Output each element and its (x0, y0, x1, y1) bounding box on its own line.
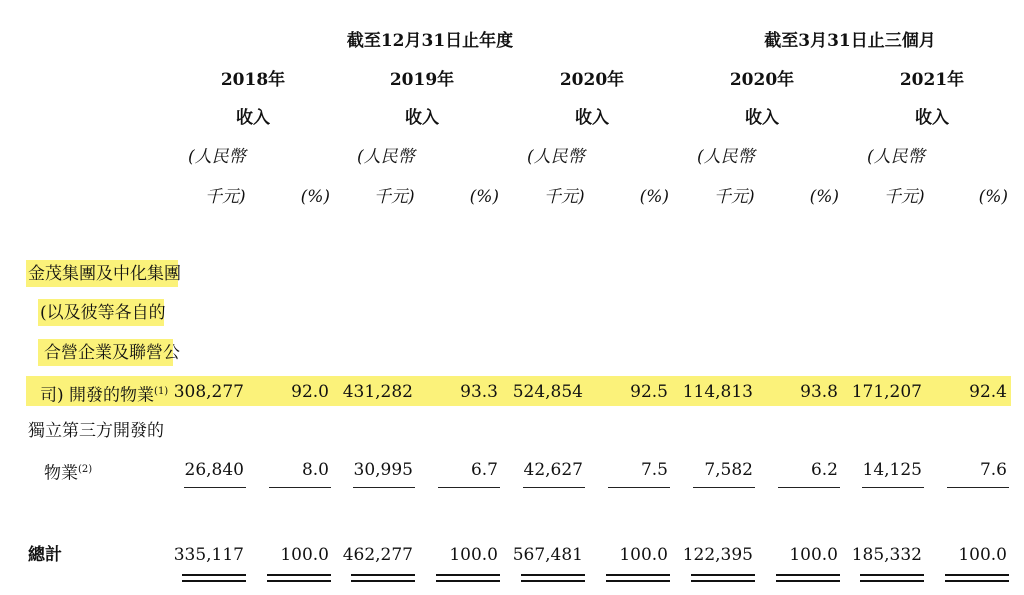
cell-percent-third-party: 7.6 (979, 460, 1007, 480)
cell-percent-jinmao: 92.0 (291, 382, 329, 402)
total-double-rule (691, 574, 755, 582)
cell-amount-third-party: 7,582 (704, 460, 753, 480)
column-percent: (%) (469, 187, 499, 207)
subtotal-rule (947, 487, 1009, 488)
subtotal-rule (523, 487, 585, 488)
column-unit-line-2: 千元) (884, 187, 925, 207)
cell-percent-third-party: 8.0 (301, 460, 329, 480)
column-year: 2019年 (389, 70, 455, 90)
column-year: 2018年 (220, 70, 286, 90)
cell-percent-total: 100.0 (449, 545, 498, 565)
column-unit-line-1: (人民幣 (188, 147, 246, 167)
column-percent: (%) (978, 187, 1008, 207)
total-double-rule (945, 574, 1009, 582)
cell-percent-jinmao: 92.5 (630, 382, 668, 402)
cell-amount-jinmao: 114,813 (682, 382, 753, 402)
cell-percent-jinmao: 93.3 (460, 382, 498, 402)
cell-percent-total: 100.0 (619, 545, 668, 565)
cell-amount-total: 185,332 (851, 545, 922, 565)
cell-amount-total: 122,395 (682, 545, 753, 565)
column-unit-line-2: 千元) (374, 187, 415, 207)
cell-amount-total: 462,277 (342, 545, 413, 565)
column-income: 收入 (915, 108, 949, 128)
column-unit-line-1: (人民幣 (527, 147, 585, 167)
group-header-year: 截至12月31日止年度 (346, 31, 514, 51)
cell-amount-jinmao: 524,854 (512, 382, 583, 402)
footnote-marker: (1) (154, 386, 169, 397)
row-label-jinmao-line-3: 合營企業及聯營公 (44, 343, 180, 363)
column-year: 2021年 (899, 70, 965, 90)
cell-amount-third-party: 26,840 (184, 460, 244, 480)
group-header-quarter: 截至3月31日止三個月 (764, 31, 936, 51)
subtotal-rule (269, 487, 331, 488)
column-percent: (%) (639, 187, 669, 207)
row-label-third-party-line-1: 獨立第三方開發的 (28, 421, 164, 441)
cell-amount-total: 335,117 (173, 545, 244, 565)
subtotal-rule (608, 487, 670, 488)
column-income: 收入 (405, 108, 439, 128)
cell-percent-third-party: 7.5 (640, 460, 668, 480)
row-label-jinmao-text: 司) 開發的物業 (40, 385, 155, 406)
cell-amount-jinmao: 308,277 (173, 382, 244, 402)
cell-percent-total: 100.0 (789, 545, 838, 565)
total-double-rule (606, 574, 670, 582)
row-label-jinmao-line-2: (以及彼等各自的 (40, 303, 166, 323)
cell-amount-third-party: 30,995 (353, 460, 413, 480)
row-label-total: 總計 (28, 545, 62, 565)
total-double-rule (267, 574, 331, 582)
cell-percent-jinmao: 93.8 (800, 382, 838, 402)
subtotal-rule (184, 487, 246, 488)
total-double-rule (351, 574, 415, 582)
cell-percent-total: 100.0 (958, 545, 1007, 565)
cell-percent-total: 100.0 (280, 545, 329, 565)
column-unit-line-2: 千元) (544, 187, 585, 207)
column-unit-line-1: (人民幣 (697, 147, 755, 167)
total-double-rule (776, 574, 840, 582)
column-unit-line-1: (人民幣 (867, 147, 925, 167)
cell-amount-jinmao: 171,207 (851, 382, 922, 402)
cell-percent-jinmao: 92.4 (969, 382, 1007, 402)
column-percent: (%) (809, 187, 839, 207)
column-year: 2020年 (729, 70, 795, 90)
column-unit-line-2: 千元) (714, 187, 755, 207)
column-unit-line-2: 千元) (205, 187, 246, 207)
subtotal-rule (778, 487, 840, 488)
cell-amount-jinmao: 431,282 (342, 382, 413, 402)
cell-amount-total: 567,481 (512, 545, 583, 565)
column-income: 收入 (745, 108, 779, 128)
column-unit-line-1: (人民幣 (357, 147, 415, 167)
column-year: 2020年 (559, 70, 625, 90)
cell-percent-third-party: 6.7 (470, 460, 498, 480)
row-label-jinmao-line-1: 金茂集團及中化集團 (28, 264, 181, 284)
subtotal-rule (438, 487, 500, 488)
row-label-third-party-line-2 (44, 459, 92, 485)
total-double-rule (860, 574, 924, 582)
row-label-jinmao-line-4 (40, 381, 168, 407)
total-double-rule (182, 574, 246, 582)
cell-percent-third-party: 6.2 (810, 460, 838, 480)
column-income: 收入 (236, 108, 270, 128)
column-percent: (%) (300, 187, 330, 207)
total-double-rule (521, 574, 585, 582)
subtotal-rule (862, 487, 924, 488)
row-label-third-party-text: 物業 (44, 463, 78, 484)
footnote-marker: (2) (78, 464, 93, 475)
column-income: 收入 (575, 108, 609, 128)
subtotal-rule (693, 487, 755, 488)
cell-amount-third-party: 14,125 (862, 460, 922, 480)
cell-amount-third-party: 42,627 (523, 460, 583, 480)
subtotal-rule (353, 487, 415, 488)
total-double-rule (436, 574, 500, 582)
